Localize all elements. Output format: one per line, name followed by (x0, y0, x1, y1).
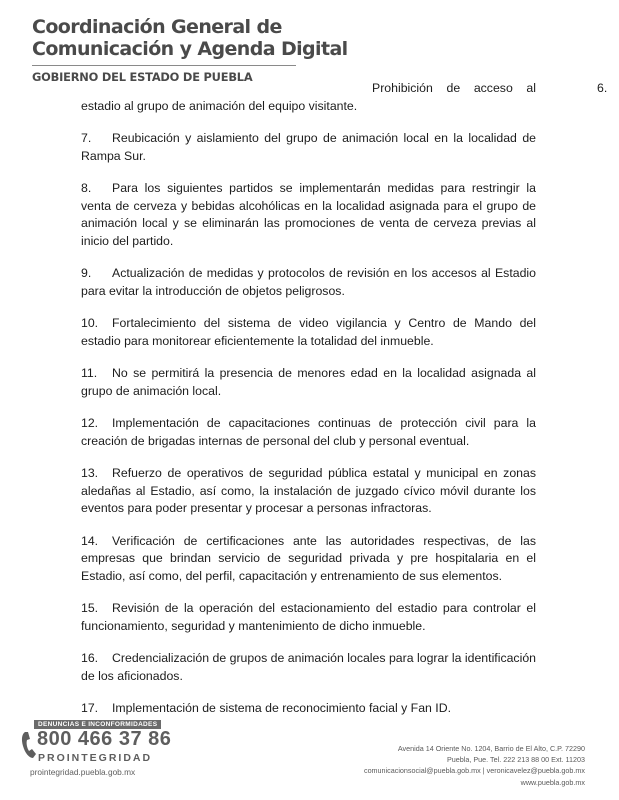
item-number: 14. (81, 533, 99, 548)
item-number: 11. (81, 366, 98, 380)
contact-block (364, 743, 585, 788)
list-item (81, 265, 536, 300)
government-label: GOBIERNO DEL ESTADO DE PUEBLA (32, 70, 253, 84)
item-text: Implementación de capacitaciones continuas de protección civil para la creación de brigadas internas de personal del club y personal eventual. (81, 416, 536, 448)
list-item (81, 80, 608, 115)
item-text: Fortalecimiento del sistema de video vigilancia y Centro de Mando del estadio para monitorear eficientemente la totalidad del inmueble. (81, 316, 536, 348)
item-number: 9. (81, 266, 92, 280)
item-number: 16. (81, 651, 99, 665)
list-item (81, 465, 536, 518)
list-item (81, 650, 536, 685)
item-text: Reubicación y aislamiento del grupo de animación local en la localidad de Rampa Sur. (81, 131, 536, 163)
phone-line: Puebla, Pue. Tel. 222 213 88 00 Ext. 11203 (447, 755, 585, 765)
prointegridad-url[interactable]: prointegridad.puebla.gob.mx (30, 767, 136, 777)
title-line-1: Coordinación General de (32, 16, 282, 38)
item-text: Actualización de medidas y protocolos de revisión en los accesos al Estadio para evitar la introducción de objetos peligrosos. (81, 266, 536, 298)
item-number: 12. (81, 416, 99, 430)
document-title (32, 16, 348, 60)
complaints-phone: 800 466 37 86 (37, 728, 172, 750)
item-number: 15. (81, 601, 99, 615)
list-item (81, 415, 536, 450)
title-line-2: Comunicación y Agenda Digital (32, 38, 348, 60)
list-item (81, 180, 536, 250)
website-link[interactable]: www.puebla.gob.mx (520, 777, 585, 787)
item-number: 17. (81, 701, 99, 715)
item-number: 10. (81, 316, 99, 330)
item-text: Para los siguientes partidos se implementarán medidas para restringir la venta de cerveza y bebidas alcohólicas en la localidad asignada para el grupo de animación local y se eliminarán las promociones de venta de cerveza previas al inicio del partido. (81, 181, 536, 248)
item-number: 6. (597, 81, 608, 95)
list-item (81, 130, 536, 165)
item-text: Verificación de certificaciones ante las autoridades respectivas, de las empresas que brindan servicio de seguridad privada y pre hospitalaria en el Estadio, así como, del perfil, capacitación y entrenamiento de sus elementos. (81, 533, 536, 583)
email-links[interactable]: comunicacionsocial@puebla.gob.mx | veronicavelez@puebla.gob.mx (363, 766, 585, 776)
prointegridad-logo: PROINTEGRIDAD (38, 752, 153, 764)
address: Avenida 14 Oriente No. 1204, Barrio de El Alto, C.P. 72290 (397, 744, 585, 753)
header-divider (32, 65, 296, 66)
item-number: 7. (81, 131, 92, 145)
list-item (81, 365, 536, 400)
list-item (81, 600, 536, 635)
item-number: 13. (81, 466, 99, 480)
list-item (81, 533, 536, 586)
item-text: Credencialización de grupos de animación locales para lograr la identificación de los aficionados. (81, 651, 536, 683)
measures-list (81, 80, 608, 733)
item-text: Implementación de sistema de reconocimiento facial y Fan ID. (112, 701, 452, 715)
item-text: Revisión de la operación del estacionamiento del estadio para controlar el funcionamiento, seguridad y mantenimiento de dicho inmueble. (81, 601, 536, 633)
item-text: No se permitirá la presencia de menores edad en la localidad asignada al grupo de animación local. (81, 366, 536, 398)
list-item (81, 700, 536, 718)
item-number: 8. (81, 181, 92, 195)
item-text: Refuerzo de operativos de seguridad pública estatal y municipal en zonas aledañas al Estadio, así como, la instalación de juzgado cívico móvil durante los eventos para poder presentar y procesar a personas infractoras. (81, 466, 536, 515)
list-item (81, 315, 536, 350)
item-text: Prohibición de acceso al estadio al grupo de animación del equipo visitante. (81, 81, 536, 113)
complaints-badge: DENUNCIAS E INCONFORMIDADES (34, 720, 161, 729)
